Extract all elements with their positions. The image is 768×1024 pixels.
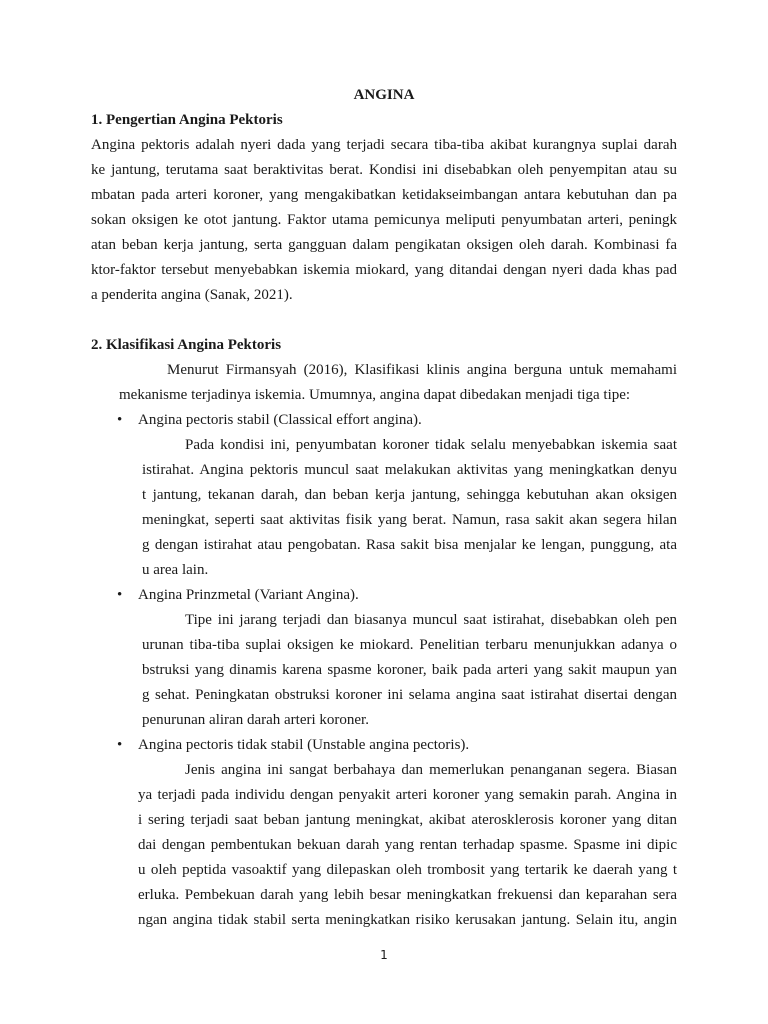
section-heading-pengertian: 1. Pengertian Angina Pektoris — [91, 112, 283, 128]
paragraph-line: Angina pektoris adalah nyeri dada yang terjadi secara tiba-tiba akibat kurangnya suplai darah — [91, 137, 677, 153]
bullet-icon: • — [117, 412, 123, 428]
list-item-line: i sering terjadi saat beban jantung meningkat, akibat aterosklerosis koroner yang ditan — [138, 812, 677, 828]
paragraph-line: sokan oksigen ke otot jantung. Faktor utama pemicunya meliputi penyumbatan arteri, peningk — [91, 212, 677, 228]
paragraph-line: a penderita angina (Sanak, 2021). — [91, 287, 293, 303]
list-item-line: u oleh peptida vasoaktif yang dilepaskan oleh trombosit yang tertarik ke daerah yang t — [138, 862, 677, 878]
list-item-line: urunan tiba-tiba suplai oksigen ke miokard. Penelitian terbaru menunjukkan adanya o — [142, 637, 677, 653]
list-item-line: u area lain. — [142, 562, 209, 578]
list-item-line: Jenis angina ini sangat berbahaya dan memerlukan penanganan segera. Biasan — [185, 762, 677, 778]
paragraph-line: ktor-faktor tersebut menyebabkan iskemia miokard, yang ditandai dengan nyeri dada khas pad — [91, 262, 677, 278]
list-item-line: ngan angina tidak stabil serta meningkatkan risiko kerusakan jantung. Selain itu, angin — [138, 912, 677, 928]
bullet-icon: • — [117, 587, 123, 603]
list-item-label: Angina Prinzmetal (Variant Angina). — [138, 587, 359, 603]
page-number: 1 — [380, 948, 388, 962]
list-item-line: erluka. Pembekuan darah yang lebih besar meningkatkan frekuensi dan keparahan sera — [138, 887, 677, 903]
list-item-line: Pada kondisi ini, penyumbatan koroner tidak selalu menyebabkan iskemia saat — [185, 437, 677, 453]
list-item-line: bstruksi yang dinamis karena spasme koroner, baik pada arteri yang sakit maupun yan — [142, 662, 677, 678]
document-title: ANGINA — [353, 87, 415, 103]
list-item-line: g dengan istirahat atau pengobatan. Rasa sakit bisa menjalar ke lengan, punggung, ata — [142, 537, 677, 553]
bullet-icon: • — [117, 737, 123, 753]
list-item-line: g sehat. Peningkatan obstruksi koroner ini selama angina saat istirahat disertai dengan — [142, 687, 677, 703]
list-item-line: istirahat. Angina pektoris muncul saat melakukan aktivitas yang meningkatkan denyu — [142, 462, 677, 478]
list-item-label: Angina pectoris stabil (Classical effort angina). — [138, 412, 422, 428]
list-item-line: dai dengan pembentukan bekuan darah yang rentan terhadap spasme. Spasme ini dipic — [138, 837, 677, 853]
list-item-line: Tipe ini jarang terjadi dan biasanya muncul saat istirahat, disebabkan oleh pen — [185, 612, 677, 628]
paragraph-line: mbatan pada arteri koroner, yang mengakibatkan ketidakseimbangan antara kebutuhan dan pa — [91, 187, 677, 203]
list-item-line: penurunan aliran darah arteri koroner. — [142, 712, 369, 728]
list-item-line: meningkat, seperti saat aktivitas fisik yang berat. Namun, rasa sakit akan segera hilan — [142, 512, 677, 528]
list-item-label: Angina pectoris tidak stabil (Unstable angina pectoris). — [138, 737, 470, 753]
section-heading-klasifikasi: 2. Klasifikasi Angina Pektoris — [91, 337, 282, 353]
paragraph-line: atan beban kerja jantung, serta gangguan dalam pengikatan oksigen oleh darah. Kombinasi fa — [91, 237, 677, 253]
list-item-line: t jantung, tekanan darah, dan beban kerja jantung, sehingga kebutuhan akan oksigen — [142, 487, 677, 503]
list-item-line: ya terjadi pada individu dengan penyakit arteri koroner yang semakin parah. Angina in — [138, 787, 677, 803]
paragraph-line: ke jantung, terutama saat beraktivitas berat. Kondisi ini disebabkan oleh penyempitan atau su — [91, 162, 677, 178]
intro-line: Menurut Firmansyah (2016), Klasifikasi klinis angina berguna untuk memahami — [167, 362, 677, 378]
intro-line: mekanisme terjadinya iskemia. Umumnya, angina dapat dibedakan menjadi tiga tipe: — [119, 387, 631, 403]
